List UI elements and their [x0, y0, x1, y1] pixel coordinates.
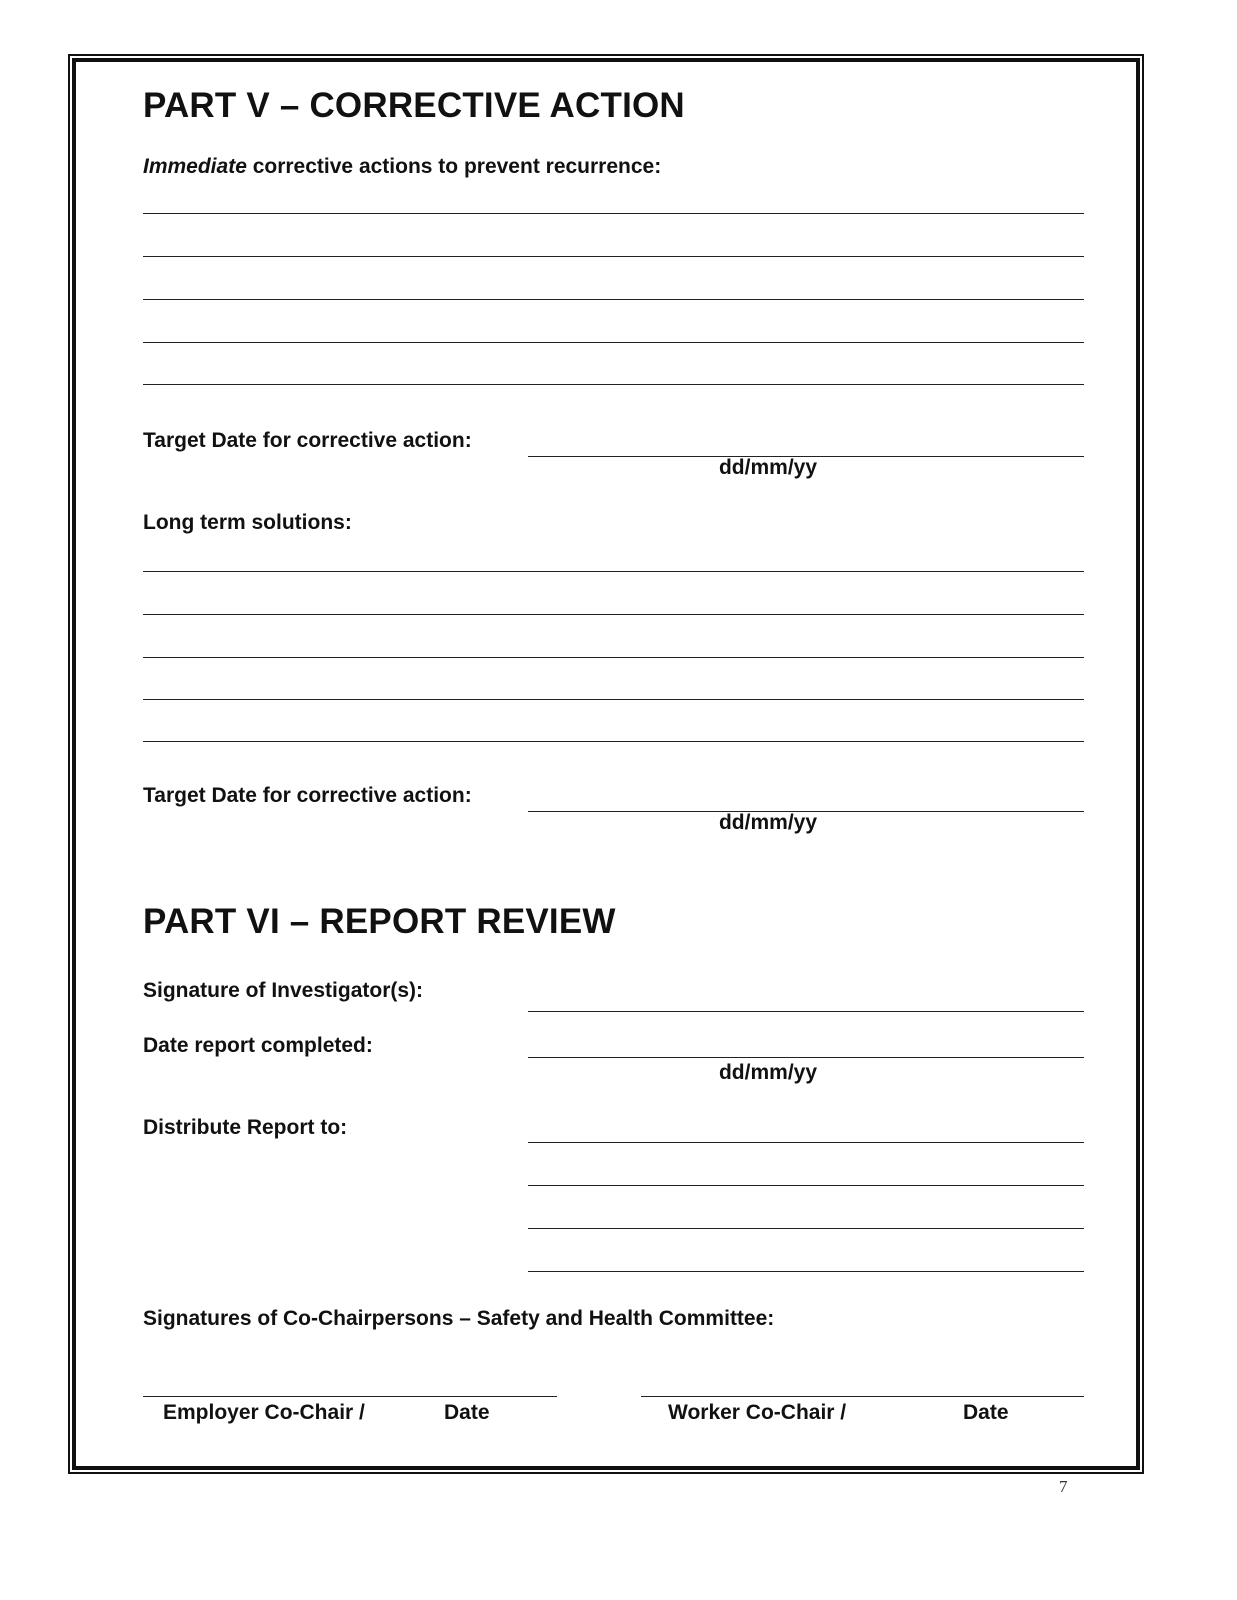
long-term-solutions-label: Long term solutions: [143, 511, 352, 534]
page-number: 7 [1059, 1477, 1068, 1496]
worker-date-label: Date [963, 1401, 1009, 1424]
worker-co-chair-signature-field[interactable] [641, 1396, 1084, 1397]
employer-co-chair-label: Employer Co-Chair / [163, 1401, 365, 1424]
immediate-label-rest: corrective actions to prevent recurrence: [246, 155, 662, 178]
distribute-line-3[interactable] [528, 1228, 1084, 1229]
immediate-actions-line-3[interactable] [143, 299, 1084, 300]
worker-co-chair-label: Worker Co-Chair / [668, 1401, 847, 1424]
distribute-line-1[interactable] [528, 1142, 1084, 1143]
part-6-heading: PART VI – REPORT REVIEW [143, 902, 616, 941]
date-completed-field[interactable] [528, 1057, 1084, 1058]
target-date-label-2: Target Date for corrective action: [143, 784, 472, 807]
part-5-heading: PART V – CORRECTIVE ACTION [143, 86, 685, 125]
immediate-emphasis: Immediate [143, 155, 247, 178]
date-format-hint-2: dd/mm/yy [718, 811, 818, 834]
immediate-actions-line-5[interactable] [143, 384, 1084, 385]
immediate-actions-label [143, 155, 661, 179]
long-term-line-1[interactable] [143, 571, 1084, 572]
page-border-inner [72, 58, 1140, 1470]
employer-co-chair-signature-field[interactable] [143, 1396, 557, 1397]
distribute-line-2[interactable] [528, 1185, 1084, 1186]
long-term-line-4[interactable] [143, 699, 1084, 700]
co-chairpersons-label: Signatures of Co-Chairpersons – Safety and Health Committee: [143, 1307, 775, 1330]
date-completed-label: Date report completed: [143, 1034, 373, 1057]
immediate-actions-line-1[interactable] [143, 213, 1084, 214]
long-term-line-2[interactable] [143, 614, 1084, 615]
target-date-label-1: Target Date for corrective action: [143, 429, 472, 452]
employer-date-label: Date [444, 1401, 490, 1424]
distribute-line-4[interactable] [528, 1271, 1084, 1272]
investigator-signature-label: Signature of Investigator(s): [143, 979, 424, 1002]
immediate-actions-line-2[interactable] [143, 256, 1084, 257]
immediate-actions-line-4[interactable] [143, 342, 1084, 343]
long-term-line-5[interactable] [143, 741, 1084, 742]
distribute-report-label: Distribute Report to: [143, 1116, 348, 1139]
date-format-hint-3: dd/mm/yy [718, 1061, 818, 1084]
date-format-hint-1: dd/mm/yy [718, 456, 818, 479]
investigator-signature-field[interactable] [528, 1011, 1084, 1012]
long-term-line-3[interactable] [143, 657, 1084, 658]
